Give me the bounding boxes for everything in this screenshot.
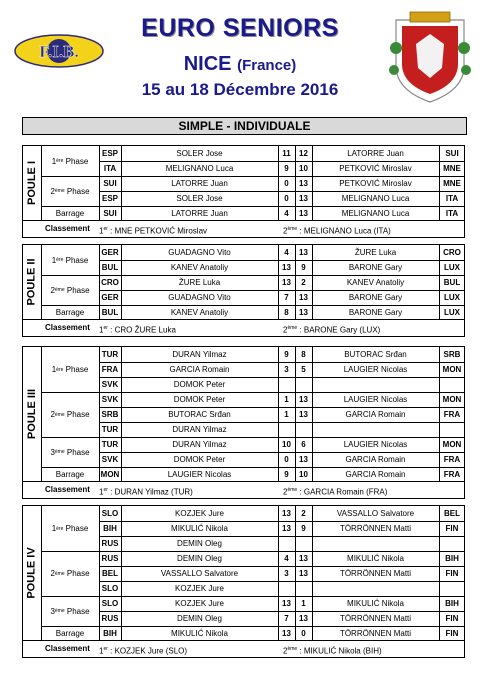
match-cell-s2: 8 [301,350,306,359]
match-cell-s2: 10 [299,470,308,479]
classement-second [283,221,391,240]
poule-label [23,506,42,640]
rank-number: 2 [283,487,288,497]
match-cell-s1 [278,582,295,596]
match-cell-n1: SLO [101,584,119,593]
match-cell-p2: LAUGIER Nicolas [343,440,408,449]
match-cell-p1: ŽURE Luka [178,278,221,287]
page-title: EURO SENIORS [141,14,339,42]
match-cell-p2: TÖRRÖNNEN Matti [339,614,412,623]
phase-label [41,275,99,305]
match-cell-n2: FIN [445,629,459,638]
poule-box [22,505,465,658]
match-cell-p1: LATORRE Juan [171,179,228,188]
phase-word: Phase [64,447,90,457]
poule-label [23,146,42,220]
phase-number: Barrage [55,308,85,317]
phase-number: Barrage [55,470,85,479]
runner-up-text: : MELIGNANO Luca (ITA) [297,226,391,236]
rank-number: 1 [99,487,104,497]
match-cell-n2: LUX [444,263,460,272]
match-cell-p1: KOZJEK Jure [175,509,224,518]
rank-number: 1 [99,646,104,656]
phase-word: Phase [64,410,90,419]
poule-label-text: POULE I [26,160,39,206]
rank-ordinal: er [103,226,108,232]
match-cell-p1: LATORRE Juan [171,209,228,218]
match-cell-n1: ITA [103,164,117,173]
match-cell-p2: PETKOVIĆ Miroslav [339,164,412,173]
match-cell-s1: 7 [284,614,289,623]
match-cell-p1: MIKULIĆ Nikola [171,629,228,638]
phase-word: Phase [64,606,90,616]
match-cell-s2 [295,582,312,596]
match-cell-s2: 1 [301,599,306,608]
match-cell-n1: GER [101,293,119,302]
match-cell-p2: BARONE Gary [348,263,403,272]
match-cell-p1: MIKULIĆ Nikola [171,524,228,533]
rank-number: 1 [99,325,104,335]
match-cell-n1: FRA [101,365,119,374]
match-cell-n1: RUS [101,614,119,623]
match-cell-p2: PETKOVIĆ Miroslav [339,179,412,188]
match-cell-n2: BEL [444,509,460,518]
match-cell-n1: BUL [101,263,119,272]
match-cell-n1: SLO [101,509,119,518]
phase-ordinal: ère [56,257,64,263]
phase-ordinal: ère [56,158,64,164]
nice-crest-logo [386,8,474,106]
match-cell-s2: 13 [299,194,308,203]
classement-label: Classement [45,323,90,332]
match-cell-n2: BUL [443,278,461,287]
fib-logo [14,33,104,69]
classement-second [283,320,380,339]
match-cell-p1: GARCIA Romain [169,365,230,374]
phase-number: Barrage [55,209,85,218]
phase-label [41,437,99,467]
location [100,53,380,76]
match-cell-p2: TÖRRÖNNEN Matti [339,629,412,638]
match-cell-n1: ESP [101,194,118,203]
phase-word: Phase [63,524,89,533]
match-cell-n2: FIN [445,524,459,533]
match-cell-s1: 13 [282,524,291,533]
rank-ordinal: er [103,487,108,493]
phase-number: 2 [50,569,55,578]
match-cell-p2: MIKULIĆ Nikola [347,554,404,563]
phase-label [41,245,99,275]
poule-label-text: POULE IV [26,547,38,599]
match-cell-s1 [278,378,295,392]
classement-first [99,221,207,240]
classement-second [283,482,387,501]
match-cell-n2: FRA [443,410,461,419]
phase-number: 3 [50,606,55,616]
phase-label [41,146,99,176]
match-cell-p2: LAUGIER Nicolas [343,365,408,374]
match-cell-p1: DURAN Yilmaz [172,350,227,359]
match-cell-p1: SOLER Jose [176,194,223,203]
phase-ordinal: ème [54,570,65,577]
classement-row [23,481,464,498]
phase-label [41,176,99,206]
rank-number: 1 [99,226,104,236]
match-cell-s2: 12 [299,149,308,158]
classement-first [99,320,176,339]
phase-ordinal: ème [54,188,65,194]
match-cell-n2: MON [442,395,462,404]
classement-row [23,319,464,336]
match-cell-n1: TUR [101,440,119,449]
classement-first [99,482,193,501]
match-cell-s1 [278,537,295,551]
match-cell-p2: TÖRRÖNNEN Matti [339,524,412,533]
rank-ordinal: er [103,325,108,331]
match-cell-s1: 4 [284,209,289,218]
match-cell-p2: MELIGNANO Luca [341,194,410,203]
runner-up-text: : MIKULIĆ Nikola (BIH) [297,646,382,656]
match-cell-s1: 8 [284,308,289,317]
runner-up-text: : BARONE Gary (LUX) [297,325,381,335]
winner-text: : CRO ŽURE Luka [107,325,176,335]
match-cell-p2: GARCIA Romain [345,470,406,479]
poule-label-text: POULE II [26,258,38,306]
match-cell-p2: VASSALLO Salvatore [336,509,415,518]
match-cell-s2: 13 [299,569,308,578]
phase-ordinal: ème [54,449,65,455]
phase-word: Phase [64,186,90,196]
poule-label [23,245,42,319]
rank-number: 2 [283,325,288,335]
match-cell-s1: 13 [282,629,291,638]
match-cell-s2: 5 [301,365,306,374]
phase-number: 2 [50,410,55,419]
match-cell-n1: SUI [103,209,117,218]
classement-label: Classement [45,485,90,494]
match-cell-n1: GER [101,248,119,257]
phase-label [41,467,99,482]
phase-number: 3 [50,447,55,457]
phase-ordinal: ème [54,287,65,293]
match-cell-n1: ESP [101,149,118,158]
match-cell-p2: ŽURE Luka [354,248,397,257]
phase-label [41,392,99,437]
match-cell-s1: 13 [282,278,291,287]
match-cell-s2 [295,423,312,437]
phase-number: 1 [51,156,57,166]
match-cell-s1: 13 [282,509,291,518]
phase-number: 1 [51,255,57,265]
match-cell-p1: KOZJEK Jure [175,584,224,593]
match-cell-n2: FIN [445,569,459,578]
match-cell-p1: MELIGNANO Luca [165,164,234,173]
winner-text: : KOZJEK Jure (SLO) [107,646,188,656]
match-cell-n2: LUX [444,293,460,302]
match-cell-n2: SUI [445,149,459,158]
phase-ordinal: ème [54,608,65,614]
match-cell-s1: 9 [284,350,289,359]
match-cell-s1: 4 [284,554,289,563]
match-cell-n1: MON [100,470,120,479]
match-cell-s1: 13 [282,263,291,272]
rank-number: 2 [283,226,288,236]
phase-label [41,347,99,392]
match-cell-n2: CRO [443,248,461,257]
match-cell-p1: SOLER Jose [176,149,223,158]
match-cell-p2: TÖRRÖNNEN Matti [339,569,412,578]
match-cell-n1: SUI [103,179,117,188]
match-cell-n1: SVK [101,380,119,389]
rank-number: 2 [283,646,288,656]
phase-ordinal: ère [56,366,64,373]
winner-text: : DURAN Yilmaz (TUR) [107,487,193,497]
match-cell-p2 [312,423,439,437]
match-cell-s2: 13 [299,293,308,302]
match-cell-s1: 9 [284,470,289,479]
match-cell-n2: ITA [445,209,459,218]
poule-box [22,346,465,499]
winner-text: : MNE PETKOVIĆ Miroslav [107,226,208,236]
match-cell-p1: DEMIN Oleg [177,539,222,548]
poule-box [22,244,465,337]
match-cell-p2: MELIGNANO Luca [341,209,410,218]
match-cell-n1: BIH [103,629,117,638]
phase-label [41,626,99,641]
section-header: SIMPLE - INDIVIDUALE [22,117,467,135]
match-cell-n2: ITA [445,194,459,203]
match-cell-s1: 4 [284,248,289,257]
match-cell-s1: 7 [284,293,289,302]
match-cell-p1: DEMIN Oleg [177,614,222,623]
match-cell-n2: FIN [445,614,459,623]
match-cell-p2: GARCIA Romain [345,455,406,464]
phase-label [41,506,99,551]
match-cell-p1: KOZJEK Jure [175,599,224,608]
match-cell-p2: LATORRE Juan [347,149,404,158]
match-cell-p2 [312,537,439,551]
match-cell-p2: BARONE Gary [348,293,403,302]
match-cell-p1: GUADAGNO Vito [168,248,231,257]
rank-ordinal: ème [287,226,298,232]
phase-word: Phase [63,365,89,374]
match-cell-p1: DURAN Yilmaz [172,425,227,434]
phase-number: 1 [51,524,57,533]
match-cell-s2: 13 [299,209,308,218]
match-cell-p2: BARONE Gary [348,308,403,317]
match-cell-n1: CRO [101,278,119,287]
match-cell-n1: TUR [101,350,119,359]
match-cell-n1: BEL [102,569,118,578]
poule-label-text: POULE III [26,388,38,440]
match-cell-p2: LAUGIER Nicolas [343,395,408,404]
dates: 15 au 18 Décembre 2016 [141,80,339,99]
match-cell-s2: 2 [301,509,306,518]
match-cell-s1 [278,423,295,437]
runner-up-text: : GARCIA Romain (FRA) [297,487,388,497]
match-cell-n2: BIH [445,599,459,608]
match-cell-s1: 1 [284,410,289,419]
match-cell-p1: GUADAGNO Vito [168,293,231,302]
match-cell-p1: DEMIN Oleg [177,554,222,563]
match-cell-n2: MON [442,365,462,374]
match-cell-s2: 0 [301,629,306,638]
match-cell-p1: LAUGIER Nicolas [167,470,232,479]
match-cell-n2: SRB [443,350,461,359]
match-cell-n1: RUS [101,539,119,548]
phase-number: 2 [50,285,55,295]
match-cell-n2 [439,378,465,392]
match-cell-s2: 13 [299,308,308,317]
match-cell-n2 [439,423,465,437]
match-cell-n2: MNE [443,164,461,173]
match-cell-p1: DURAN Yilmaz [172,440,227,449]
match-cell-p1: KANEV Anatoliy [170,263,229,272]
match-cell-p1: DOMOK Peter [173,395,226,404]
classement-row [23,220,464,237]
match-cell-s2: 10 [299,164,308,173]
phase-word: Phase [64,285,90,295]
classement-first [99,641,187,660]
phase-label [41,551,99,596]
match-cell-s1: 0 [284,194,289,203]
match-cell-p2: GARCIA Romain [345,410,406,419]
rank-ordinal: er [103,646,108,652]
match-cell-n2 [439,582,465,596]
svg-text:F.I.B.: F.I.B. [39,42,79,61]
match-cell-p2: MIKULIĆ Nikola [347,599,404,608]
match-cell-n2: MON [442,440,462,449]
match-cell-s1: 0 [284,455,289,464]
match-cell-p1: KANEV Anatoliy [170,308,229,317]
match-cell-s1: 9 [284,164,289,173]
match-cell-s2: 9 [301,263,306,272]
match-cell-s2: 2 [301,278,306,287]
match-cell-s2: 9 [301,524,306,533]
match-cell-s1: 1 [284,395,289,404]
classement-label: Classement [45,644,90,653]
match-cell-p2 [312,582,439,596]
match-cell-n1: SVK [101,395,119,404]
match-cell-s2: 13 [299,554,308,563]
poule-box [22,145,465,238]
classement-row [23,640,464,657]
match-cell-n1: SRB [101,410,119,419]
match-cell-p2: KANEV Anatoliy [346,278,405,287]
rank-ordinal: ème [287,487,298,493]
phase-label [41,305,99,320]
match-cell-p1: DOMOK Peter [173,380,226,389]
classement-second [283,641,382,660]
match-cell-p2 [312,378,439,392]
phase-number: Barrage [55,629,85,638]
match-cell-n2: FRA [443,470,461,479]
match-cell-s1: 3 [284,365,289,374]
match-cell-p1: BUTORAC Srđan [168,410,231,419]
match-cell-s2: 13 [299,248,308,257]
phase-number: 1 [51,365,57,374]
phase-number: 2 [50,186,55,196]
match-cell-p2: BUTORAC Srđan [344,350,407,359]
match-cell-s1: 0 [284,179,289,188]
classement-label: Classement [45,224,90,233]
match-cell-n1: SVK [101,455,119,464]
match-cell-s1: 13 [282,599,291,608]
phase-ordinal: ème [54,411,65,418]
match-cell-n1: RUS [101,554,119,563]
match-cell-n2: MNE [443,179,461,188]
match-cell-n2: BIH [445,554,459,563]
phase-word: Phase [64,569,90,578]
match-cell-s1: 3 [284,569,289,578]
match-cell-n1: SLO [101,599,119,608]
poule-label [23,347,42,481]
match-cell-n1: BUL [101,308,119,317]
match-cell-n2 [439,537,465,551]
match-cell-p1: VASSALLO Salvatore [160,569,239,578]
match-cell-s2: 13 [299,455,308,464]
match-cell-s2: 13 [299,179,308,188]
match-cell-s2 [295,378,312,392]
match-cell-n1: BIH [103,524,117,533]
rank-ordinal: ème [287,646,298,652]
phase-label [41,596,99,626]
match-cell-s1: 10 [282,440,291,449]
match-cell-s2: 13 [299,410,308,419]
match-cell-p1: DOMOK Peter [173,455,226,464]
country: (France) [237,57,297,74]
rank-ordinal: ème [287,325,298,331]
match-cell-s2 [295,537,312,551]
match-cell-s1: 11 [282,149,291,158]
match-cell-s2: 6 [301,440,306,449]
match-cell-s2: 13 [299,614,308,623]
match-cell-s2: 13 [299,395,308,404]
phase-ordinal: ère [56,525,64,532]
city: NICE [183,53,232,75]
match-cell-n1: TUR [101,425,119,434]
phase-word: Phase [63,156,89,166]
phase-word: Phase [63,255,89,265]
match-cell-n2: FRA [443,455,461,464]
match-cell-n2: LUX [444,308,460,317]
phase-label [41,206,99,221]
